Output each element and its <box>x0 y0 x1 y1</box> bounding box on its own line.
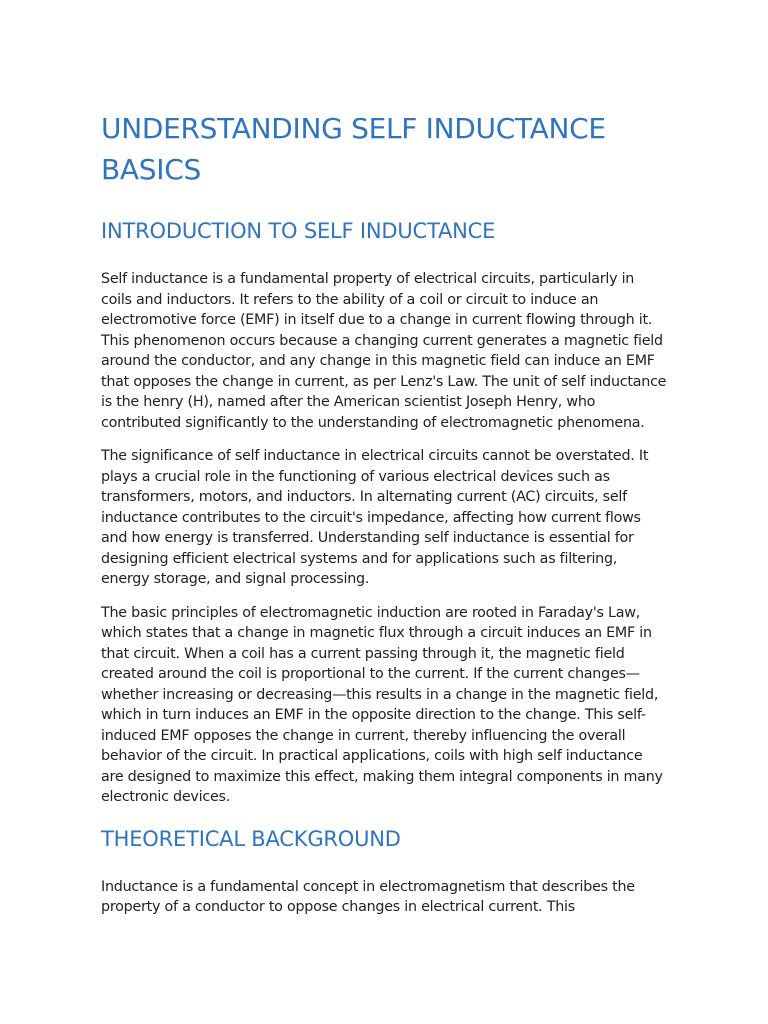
section-theoretical-background <box>101 825 669 918</box>
paragraph: Inductance is a fundamental concept in electromagnetism that describes the property of a conductor to oppose changes in electrical current. This <box>101 878 635 915</box>
paragraph: The basic principles of electromagnetic induction are rooted in Faraday's Law, which states that a change in magnetic flux through a circuit induces an EMF in that circuit. When a coil has a current passing through it, the magnetic field created around the coil is proportional to the current. If the current changes—whether increasing or decreasing—this results in a change in the magnetic field, which in turn induces an EMF in the opposite direction to the change. This self-induced EMF opposes the change in current, thereby influencing the overall behavior of the circuit. In practical applications, coils with high self inductance are designed to maximize this effect, making them integral components in many electronic devices. <box>101 604 663 805</box>
section-introduction <box>101 217 669 808</box>
section-heading: INTRODUCTION TO SELF INDUCTANCE <box>101 219 496 243</box>
document-title: UNDERSTANDING SELF INDUCTANCE BASICS <box>101 112 606 186</box>
paragraph: The significance of self inductance in electrical circuits cannot be overstated. It plays a crucial role in the functioning of various electrical devices such as transformers, motors, and inductors. In alternating current (AC) circuits, self inductance contributes to the circuit's impedance, affecting how current flows and how energy is transferred. Understanding self inductance is essential for designing efficient electrical systems and for applications such as filtering, energy storage, and signal processing. <box>101 448 649 587</box>
document-page <box>101 108 669 931</box>
paragraph: Self inductance is a fundamental property of electrical circuits, particularly in coils and inductors. It refers to the ability of a coil or circuit to induce an electromotive force (EMF) in itself due to a change in current flowing through it. This phenomenon occurs because a changing current generates a magnetic field around the conductor, and any change in this magnetic field can induce an EMF that opposes the change in current, as per Lenz's Law. The unit of self inductance is the henry (H), named after the American scientist Joseph Henry, who contributed significantly to the understanding of electromagnetic phenomena. <box>101 271 667 431</box>
section-heading: THEORETICAL BACKGROUND <box>101 826 401 851</box>
